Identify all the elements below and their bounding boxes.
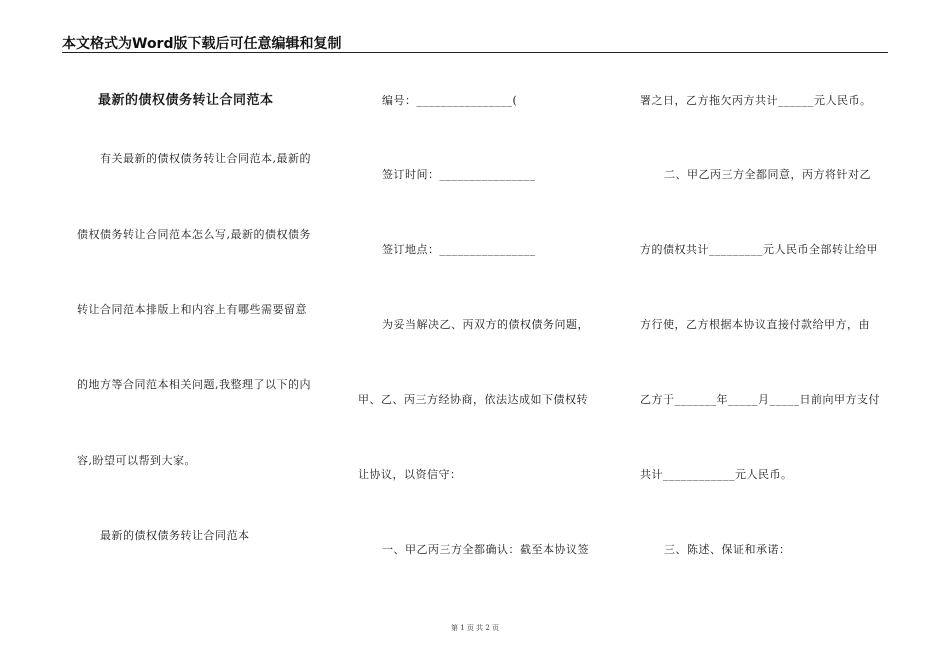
page-header: 本文格式为Word版下载后可任意编辑和复制 [62,36,342,52]
paragraph-line: 为妥当解决乙、丙双方的债权债务问题， [382,318,589,331]
paragraph-line: 容,盼望可以帮到大家。 [77,454,196,467]
document-title: 最新的债权债务转让合同范本 [98,93,274,108]
paragraph-line: 转让合同范本排版上和内容上有哪些需要留意 [77,303,307,316]
contract-number-field: 编号：________________( [382,94,518,107]
clause-line: 三、陈述、保证和承诺： [664,543,791,556]
paragraph-line: 让协议，以资信守： [358,468,462,481]
page-footer: 第 1 页 共 2 页 [450,624,500,632]
paragraph-line: 共计____________元人民币。 [640,468,793,481]
paragraph-line: 甲、乙、丙三方经协商，依法达成如下债权转 [358,393,588,406]
paragraph-line: 债权债务转让合同范本怎么写,最新的债权债务 [77,228,311,241]
signing-place-field: 签订地点：________________ [382,243,536,256]
paragraph-line: 的地方等合同范本相关问题,我整理了以下的内 [77,378,311,391]
paragraph-line: 方的债权共计_________元人民币全部转让给甲 [640,243,878,256]
paragraph-line: 署之日，乙方拖欠丙方共计______元人民币。 [640,94,872,107]
paragraph-line: 乙方于_______年_____月_____日前向甲方支付 [640,393,880,406]
clause-line: 二、甲乙丙三方全都同意，丙方将针对乙 [664,168,871,181]
paragraph-line: 有关最新的债权债务转让合同范本,最新的 [100,152,311,165]
section-heading: 最新的债权债务转让合同范本 [100,529,250,542]
header-rule [62,52,888,53]
signing-date-field: 签订时间：________________ [382,168,536,181]
paragraph-line: 方行使，乙方根据本协议直接付款给甲方，由 [640,318,870,331]
clause-line: 一、甲乙丙三方全都确认：截至本协议签 [382,543,589,556]
